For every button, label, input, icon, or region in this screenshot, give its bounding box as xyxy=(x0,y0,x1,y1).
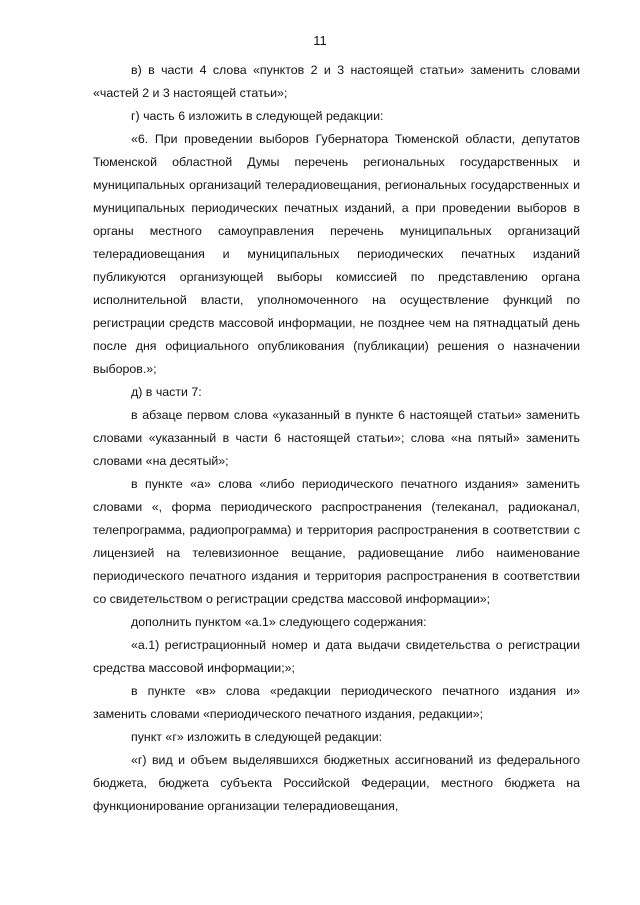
paragraph-item-g: г) часть 6 изложить в следующей редакции: xyxy=(131,109,384,123)
paragraph-item-d: д) в части 7: xyxy=(131,385,202,399)
paragraph-point-g: пункт «г» изложить в следующей редакции: xyxy=(131,730,383,744)
paragraph-point-a: в пункте «а» слова «либо периодического печатного издания» заменить словами «, форма периодического распространения (телеканал, радиоканал, телепрограмма, радиопрограмма) и территория распространения в соответствии с лицензией на телевизионное вещание, радиовещание либо наименование периодического печатного издания и территория распространения в соответствии со свидетельством о регистрации средства массовой информации»; xyxy=(93,477,580,606)
paragraph-point-a1-text: «а.1) регистрационный номер и дата выдачи свидетельства о регистрации средства массовой информации;»; xyxy=(93,638,580,675)
paragraph-point-g-text: «г) вид и объем выделявшихся бюджетных ассигнований из федерального бюджета, бюджета субъекта Российской Федерации, местного бюджета на функционирование организации телерадиовещания, xyxy=(93,753,580,813)
paragraph-add-point-a1: дополнить пунктом «а.1» следующего содержания: xyxy=(131,615,427,629)
document-body xyxy=(93,59,580,818)
paragraph-first-abzac: в абзаце первом слова «указанный в пункте 6 настоящей статьи» заменить словами «указанный в части 6 настоящей статьи»; слова «на пятый» заменить словами «на десятый»; xyxy=(93,408,580,468)
paragraph-item-v: в) в части 4 слова «пунктов 2 и 3 настоящей статьи» заменить словами «частей 2 и 3 настоящей статьи»; xyxy=(93,63,580,100)
paragraph-part-6-text: «6. При проведении выборов Губернатора Тюменской области, депутатов Тюменской областной Думы перечень региональных государственных и муниципальных организаций телерадиовещания, региональных государственных и муниципальных периодических печатных изданий, а при проведении выборов в органы местного самоуправления перечень муниципальных организаций телерадиовещания и муниципальных периодических печатных изданий публикуются организующей выборы комиссией по представлению органа исполнительной власти, уполномоченного на осуществление функций по регистрации средств массовой информации, не позднее чем на пятнадцатый день после дня официального опубликования (публикации) решения о назначении выборов.»; xyxy=(93,132,580,376)
page-number: 11 xyxy=(313,33,327,48)
paragraph-point-v: в пункте «в» слова «редакции периодического печатного издания и» заменить словами «периодического печатного издания, редакции»; xyxy=(93,684,580,721)
